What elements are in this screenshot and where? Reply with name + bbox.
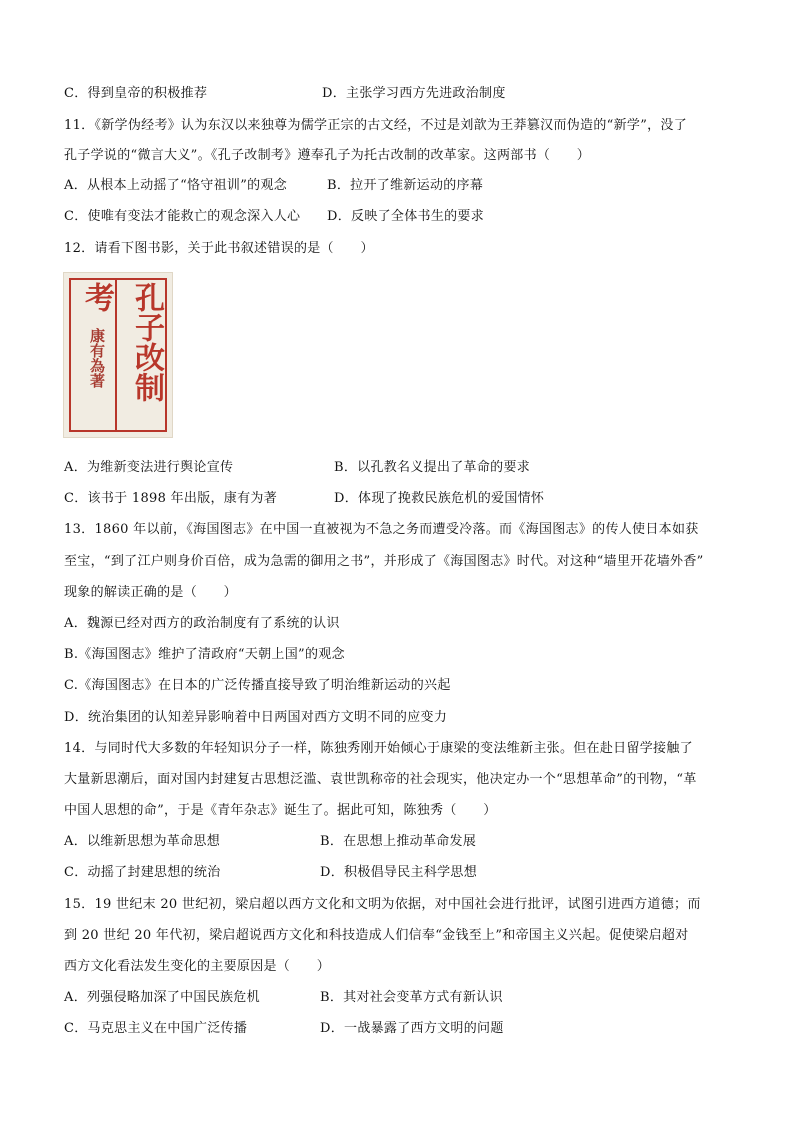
q10-option-c: C．得到皇帝的积极推荐 — [64, 86, 208, 101]
q11-stem-line2: 孔子学说的“微言大义”。《孔子改制考》遵奉孔子为托古改制的改革家。这两部书（ ） — [64, 148, 591, 163]
q15-option-b: B．其对社会变革方式有新认识 — [320, 990, 503, 1005]
q14-option-c: C．动摇了封建思想的统治 — [64, 865, 221, 880]
cover-title-right: 孔子改制 — [129, 282, 164, 402]
q14-option-b: B．在思想上推动革命发展 — [320, 834, 477, 849]
q12-option-a: A．为维新变法进行舆论宣传 — [64, 460, 234, 475]
q15-stem-line3: 西方文化看法发生变化的主要原因是（ ） — [64, 959, 331, 974]
q13-stem-line2: 至宝，“到了江户则身价百倍，成为急需的御用之书”，并形成了《海国图志》时代。对这种“墙里开花墙外香” — [64, 554, 704, 569]
q15-options-cd — [64, 1020, 744, 1038]
book-cover-image — [63, 272, 173, 438]
q10-option-d: D．主张学习西方先进政治制度 — [322, 86, 506, 101]
q15-options-ab — [64, 989, 744, 1007]
cover-divider — [115, 278, 117, 432]
cover-title-left: 考 — [79, 282, 114, 312]
q11-stem-line1: 11．《新学伪经考》认为东汉以来独尊为儒学正宗的古文经，不过是刘歆为王莽篡汉而伪造的“新学”，没了 — [64, 118, 688, 133]
cover-author: 康有為著 — [88, 328, 106, 388]
q12-option-c: C．该书于 1898 年出版，康有为著 — [64, 491, 277, 506]
q14-stem-line3: 中国人思想的命”，于是《青年杂志》诞生了。据此可知，陈独秀（ ） — [64, 803, 497, 818]
q13-option-c: C.《海国图志》在日本的广泛传播直接导致了明治维新运动的兴起 — [64, 678, 451, 693]
q12-option-d: D．体现了挽救民族危机的爱国情怀 — [334, 491, 545, 506]
q13-stem-line3: 现象的解读正确的是（ ） — [64, 585, 237, 600]
q12-options-ab — [64, 459, 744, 477]
q14-option-a: A．以维新思想为革命思想 — [64, 834, 220, 849]
q13-option-d: D．统治集团的认知差异影响着中日两国对西方文明不同的应变力 — [64, 710, 448, 725]
q11-option-a: A．从根本上动摇了“恪守祖训”的观念 — [64, 178, 288, 193]
q13-stem-line1: 13．1860 年以前，《海国图志》在中国一直被视为不急之务而遭受冷落。而《海国图志》的传人使日本如获 — [64, 522, 699, 537]
q11-options-ab — [64, 177, 744, 195]
q14-stem-line1: 14．与同时代大多数的年轻知识分子一样，陈独秀刚开始倾心于康梁的变法维新主张。但在赴日留学接触了 — [64, 741, 693, 756]
q12-option-b: B．以孔教名义提出了革命的要求 — [334, 460, 531, 475]
q14-stem-line2: 大量新思潮后，面对国内封建复古思想泛滥、袁世凯称帝的社会现实，他决定办一个“思想革命”的刊物，“革 — [64, 772, 697, 787]
q11-option-d: D．反映了全体书生的要求 — [327, 209, 485, 224]
q10-options-cd — [64, 85, 744, 103]
q12-options-cd — [64, 490, 744, 508]
q11-option-b: B．拉开了维新运动的序幕 — [327, 178, 484, 193]
q14-options-ab — [64, 833, 744, 851]
q14-options-cd — [64, 864, 744, 882]
q15-option-c: C．马克思主义在中国广泛传播 — [64, 1021, 248, 1036]
q13-option-a: A．魏源已经对西方的政治制度有了系统的认识 — [64, 616, 340, 631]
q13-option-b: B.《海国图志》维护了清政府“天朝上国”的观念 — [64, 647, 345, 662]
q12-stem: 12．请看下图书影，关于此书叙述错误的是（ ） — [64, 241, 374, 256]
q15-option-a: A．列强侵略加深了中国民族危机 — [64, 990, 260, 1005]
q15-option-d: D．一战暴露了西方文明的问题 — [320, 1021, 504, 1036]
q11-option-c: C．使唯有变法才能救亡的观念深入人心 — [64, 209, 301, 224]
q11-options-cd — [64, 208, 744, 226]
q15-stem-line2: 到 20 世纪 20 年代初，梁启超说西方文化和科技造成人们信奉“金钱至上”和帝国主义兴起。促使梁启超对 — [64, 928, 689, 943]
q15-stem-line1: 15．19 世纪末 20 世纪初，梁启超以西方文化和文明为依据，对中国社会进行批评，试图引进西方道德；而 — [64, 897, 701, 912]
q14-option-d: D．积极倡导民主科学思想 — [320, 865, 478, 880]
